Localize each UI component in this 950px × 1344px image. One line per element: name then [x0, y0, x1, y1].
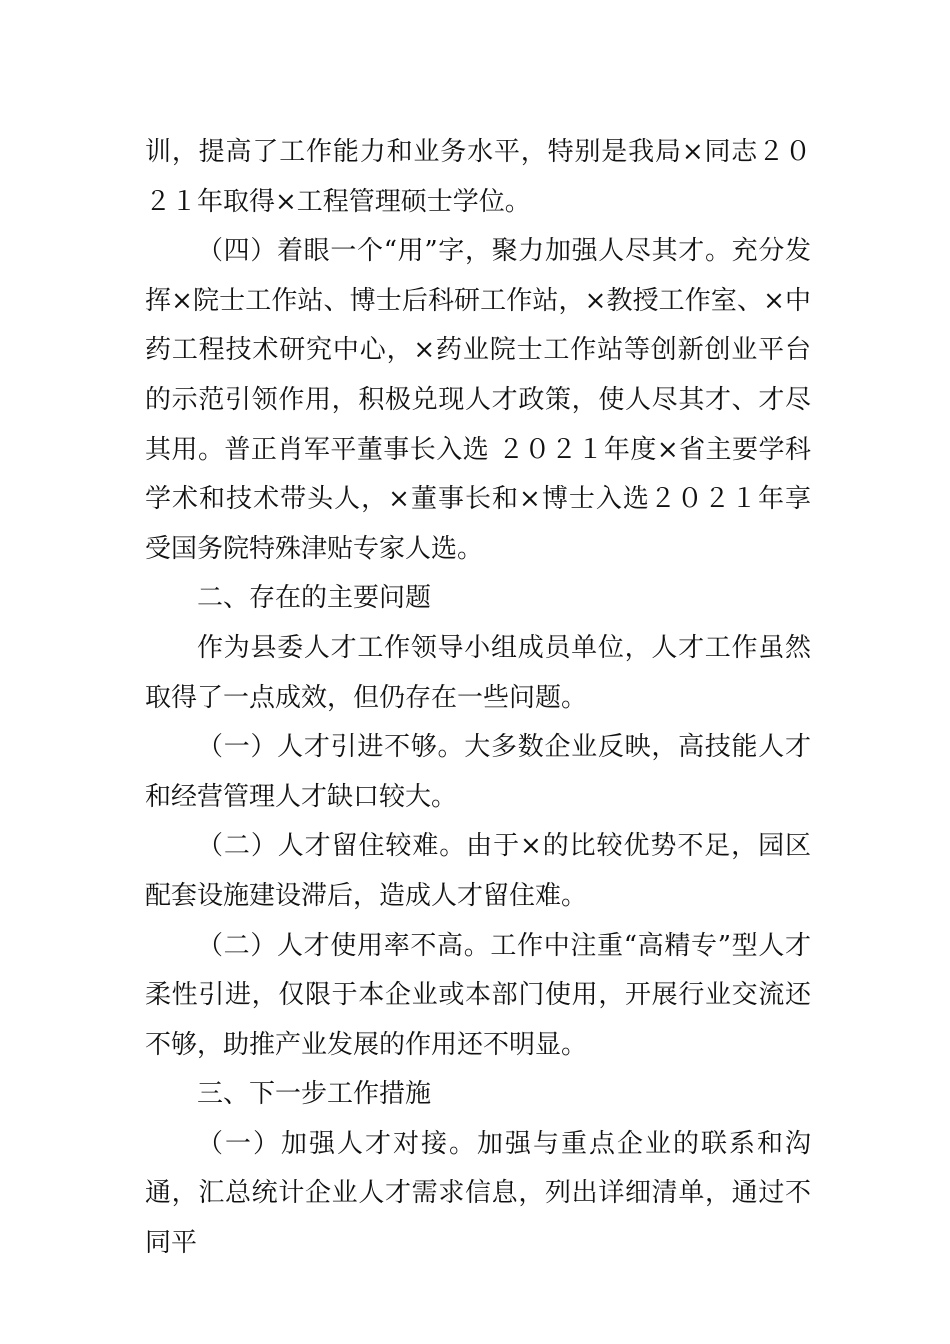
paragraph-continuation: 训，提高了工作能力和业务水平，特别是我局×同志２０２１年取得×工程管理硕士学位。	[145, 137, 811, 217]
paragraph-problem-1: （一）人才引进不够。大多数企业反映，高技能人才和经营管理人才缺口较大。	[145, 732, 811, 812]
paragraph-problem-2: （二）人才留住较难。由于×的比较优势不足，园区配套设施建设滞后，造成人才留住难。	[145, 831, 811, 911]
section-heading-problems: 二、存在的主要问题	[197, 583, 432, 614]
paragraph-talent-use: （四）着眼一个“用”字，聚力加强人尽其才。充分发挥×院士工作站、博士后科研工作站，×教授工作室、×中药工程技术研究中心，×药业院士工作站等创新创业平台的示范引领作用，积极兑现人才政策，使人尽其才、才尽其用。普正肖军平董事长入选 ２０２１年度×省主要学科学术和技术带头人，×董事长和×博士入选２０２１年享受国务院特殊津贴专家人选。	[145, 236, 811, 564]
paragraph-problems-intro: 作为县委人才工作领导小组成员单位，人才工作虽然取得了一点成效，但仍存在一些问题。	[145, 632, 811, 713]
paragraph-problem-3: （二）人才使用率不高。工作中注重“高精专”型人才柔性引进，仅限于本企业或本部门使用，开展行业交流还不够，助推产业发展的作用还不明显。	[145, 930, 811, 1060]
section-heading-next-steps: 三、下一步工作措施	[197, 1079, 432, 1110]
paragraph-next-step-1: （一）加强人才对接。加强与重点企业的联系和沟通，汇总统计企业人才需求信息，列出详细清单，通过不同平	[145, 1128, 811, 1259]
document-page	[145, 128, 811, 1269]
